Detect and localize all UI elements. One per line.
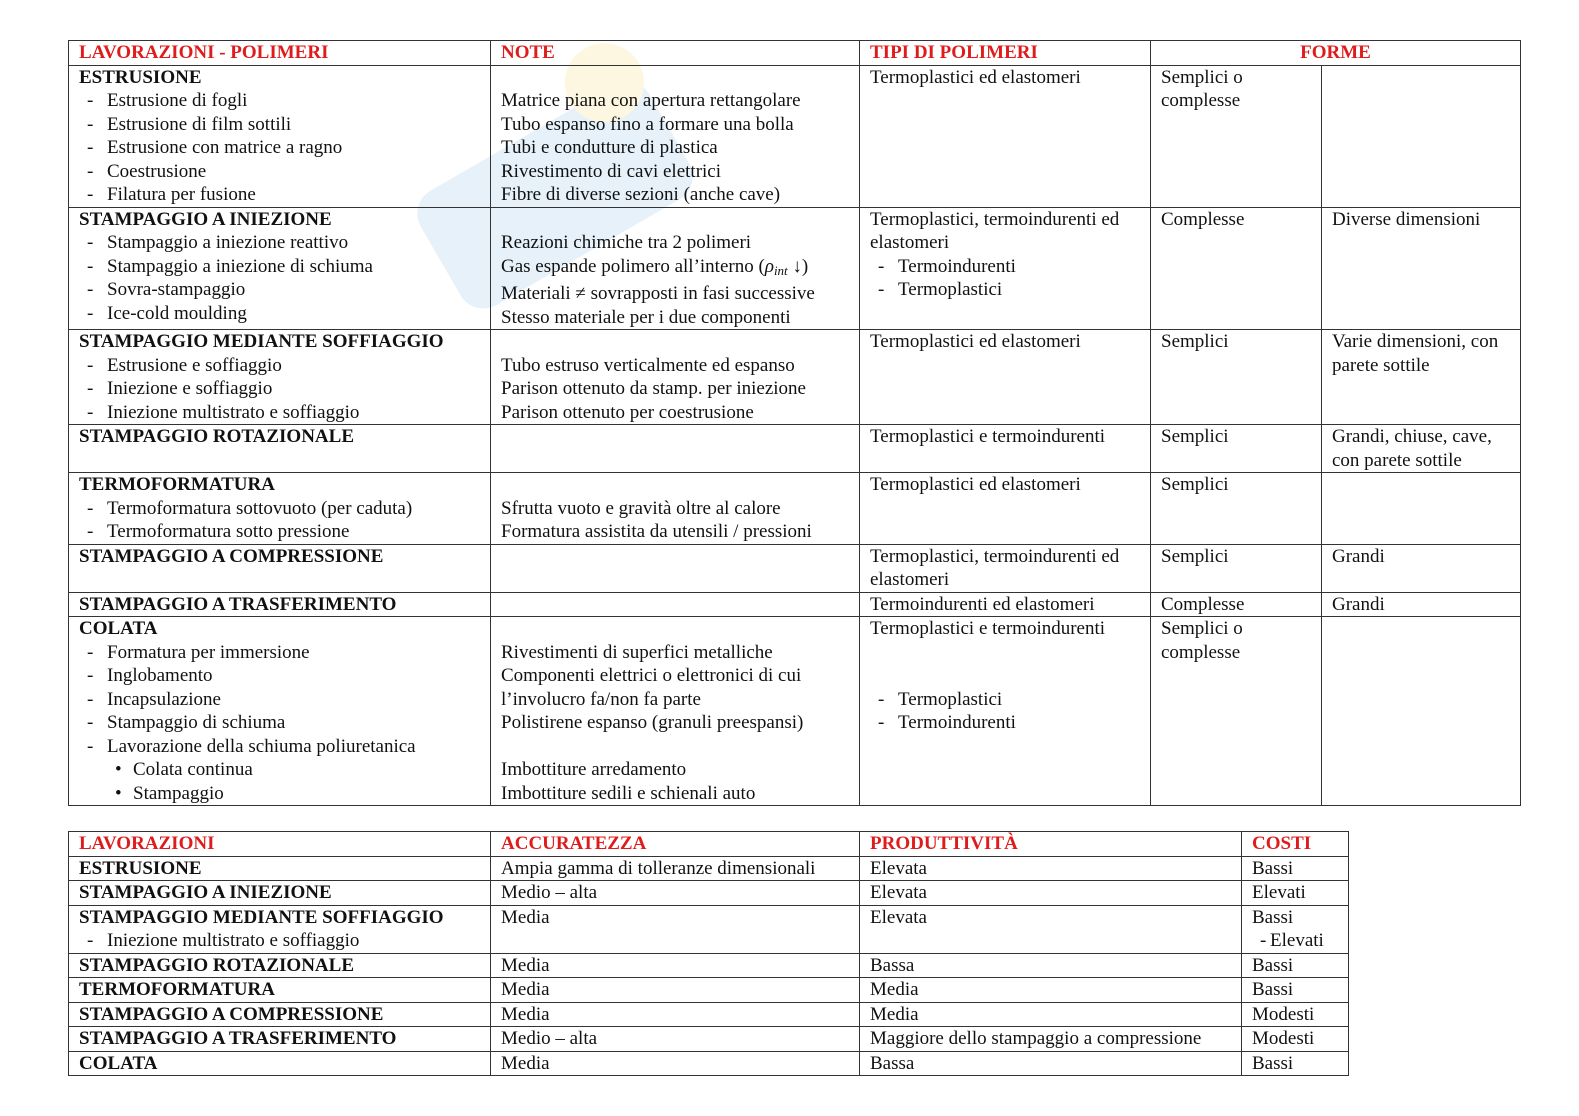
note-line: Stesso materiale per i due componenti [501, 306, 791, 328]
acc-cell: Media [491, 953, 860, 978]
process-title: STAMPAGGIO A TRASFERIMENTO [79, 593, 397, 615]
lav-cell: TERMOFORMATURA [69, 978, 491, 1003]
prod-cell: Elevata [860, 881, 1242, 906]
table-row [69, 856, 1349, 881]
costi-cell: Modesti [1242, 1027, 1349, 1052]
lav-cell: STAMPAGGIO A COMPRESSIONE [69, 1002, 491, 1027]
table-row [69, 978, 1349, 1003]
process-cell [69, 425, 491, 473]
lav-sub: - Iniezione multistrato e soffiaggio [79, 929, 480, 953]
process-sub: - Ice-cold moulding [79, 302, 480, 326]
note-line: Imbottiture sedili e schienali auto [501, 782, 756, 804]
tipi-cell: Termoplastici e termoindurenti [860, 425, 1151, 473]
acc-cell: Medio – alta [491, 881, 860, 906]
tipi-cell: Termoindurenti ed elastomeri [860, 592, 1151, 617]
header-note: NOTE [491, 41, 860, 66]
process-sub: - Termoformatura sottovuoto (per caduta) [79, 497, 480, 521]
header-lavorazioni: LAVORAZIONI [69, 832, 491, 857]
notes-cell [491, 544, 860, 592]
process-sub: - Sovra-stampaggio [79, 278, 480, 302]
table-row [69, 953, 1349, 978]
costi-sub: - Elevati [1252, 929, 1338, 953]
process-title: ESTRUSIONE [79, 66, 202, 88]
dim-cell: Grandi, chiuse, cave, con parete sottile [1322, 425, 1521, 473]
forma-cell: Semplici [1151, 544, 1322, 592]
prod-cell: Bassa [860, 1051, 1242, 1076]
costi-cell: Elevati [1242, 881, 1349, 906]
rho-symbol: ρ [764, 255, 774, 277]
dim-cell: Grandi [1322, 592, 1521, 617]
tipi-text: Termoplastici e termoindurenti [870, 618, 1106, 639]
costi-cell: Bassi [1242, 856, 1349, 881]
table-row [69, 1027, 1349, 1052]
forma-cell: Semplici [1151, 425, 1322, 473]
lav-cell: STAMPAGGIO ROTAZIONALE [69, 953, 491, 978]
notes-cell [491, 617, 860, 806]
notes-cell [491, 592, 860, 617]
notes-cell [491, 65, 860, 207]
process-cell [69, 473, 491, 545]
rho-subscript: int [773, 262, 788, 278]
dim-cell: Varie dimensioni, con parete sottile [1322, 330, 1521, 425]
process-sub: - Estrusione di fogli [79, 89, 480, 113]
process-sub: - Estrusione e soffiaggio [79, 354, 480, 378]
process-sub: - Incapsulazione [79, 688, 480, 712]
prod-cell: Maggiore dello stampaggio a compressione [860, 1027, 1242, 1052]
table-header-row [69, 41, 1521, 66]
process-sub: - Stampaggio di schiuma [79, 711, 480, 735]
header-tipi: TIPI DI POLIMERI [860, 41, 1151, 66]
forma-cell: Semplici o complesse [1151, 617, 1322, 806]
lav-cell: COLATA [69, 1051, 491, 1076]
process-sub: - Iniezione multistrato e soffiaggio [79, 401, 480, 425]
table-row [69, 65, 1521, 207]
process-sub: - Lavorazione della schiuma poliuretanica [79, 735, 480, 759]
tipi-text: Termoplastici, termoindurenti ed elastomeri [870, 208, 1120, 253]
forma-cell: Complesse [1151, 207, 1322, 330]
lav-cell: STAMPAGGIO A INIEZIONE [69, 881, 491, 906]
process-sub: - Formatura per immersione [79, 641, 480, 665]
forma-cell: Semplici o complesse [1151, 65, 1322, 207]
note-line: Parison ottenuto da stamp. per iniezione [501, 378, 806, 399]
header-accuratezza: ACCURATEZZA [491, 832, 860, 857]
process-sub: - Estrusione di film sottili [79, 113, 480, 137]
costi-cell: Bassi [1242, 953, 1349, 978]
table-row [69, 473, 1521, 545]
prod-cell: Media [860, 1002, 1242, 1027]
process-title: STAMPAGGIO A INIEZIONE [79, 208, 332, 230]
note-tail: ↓) [787, 255, 809, 277]
process-sub: - Coestrusione [79, 160, 480, 184]
tipi-cell: Termoplastici, termoindurenti ed elastomeri [860, 544, 1151, 592]
process-sub: - Estrusione con matrice a ragno [79, 136, 480, 160]
table-row [69, 905, 1349, 953]
process-sub: - Stampaggio a iniezione reattivo [79, 231, 480, 255]
header-forme: FORME [1151, 41, 1521, 66]
lav-cell [69, 905, 491, 953]
acc-cell: Media [491, 978, 860, 1003]
forma-cell: Complesse [1151, 592, 1322, 617]
process-cell [69, 65, 491, 207]
process-sub: - Inglobamento [79, 664, 480, 688]
notes-cell [491, 207, 860, 330]
tipi-sub: - Termoindurenti [870, 255, 1140, 279]
costi-cell: Bassi [1242, 978, 1349, 1003]
notes-cell [491, 473, 860, 545]
prod-cell: Elevata [860, 905, 1242, 953]
note-line: Tubo estruso verticalmente ed espanso [501, 354, 795, 376]
process-sub: - Filatura per fusione [79, 183, 480, 207]
process-cell [69, 592, 491, 617]
note-line: Tubi e condutture di plastica [501, 137, 718, 158]
note-line: Fibre di diverse sezioni (anche cave) [501, 184, 781, 205]
tipi-sub: - Termoplastici [870, 688, 1140, 712]
note-line: Reazioni chimiche tra 2 polimeri [501, 232, 752, 253]
note-line: Componenti elettrici o elettronici di cui [501, 665, 802, 686]
dim-cell: Grandi [1322, 544, 1521, 592]
lav-cell: ESTRUSIONE [69, 856, 491, 881]
prod-cell: Bassa [860, 953, 1242, 978]
prod-cell: Elevata [860, 856, 1242, 881]
header-lavorazioni: LAVORAZIONI - POLIMERI [69, 41, 491, 66]
forma-cell: Semplici [1151, 473, 1322, 545]
dim-cell: Diverse dimensioni [1322, 207, 1521, 330]
note-line: Matrice piana con apertura rettangolare [501, 90, 801, 111]
acc-cell: Media [491, 905, 860, 953]
costi-cell [1242, 905, 1349, 953]
acc-cell: Media [491, 1002, 860, 1027]
note-line: l’involucro fa/non fa parte [501, 688, 701, 710]
process-title: STAMPAGGIO MEDIANTE SOFFIAGGIO [79, 331, 444, 352]
note-line: Tubo espanso fino a formare una bolla [501, 113, 794, 135]
tipi-cell: Termoplastici ed elastomeri [860, 65, 1151, 207]
note-line: Rivestimenti di superfici metalliche [501, 641, 773, 663]
costi-cell: Modesti [1242, 1002, 1349, 1027]
dim-cell [1322, 65, 1521, 207]
lav-cell: STAMPAGGIO A TRASFERIMENTO [69, 1027, 491, 1052]
note-line: Materiali ≠ sovrapposti in fasi successive [501, 283, 815, 304]
comparison-table [68, 831, 1349, 1076]
table-row [69, 544, 1521, 592]
tipi-cell: Termoplastici ed elastomeri [860, 330, 1151, 425]
table-row [69, 330, 1521, 425]
process-cell [69, 617, 491, 806]
forma-cell: Semplici [1151, 330, 1322, 425]
process-sub: - Stampaggio a iniezione di schiuma [79, 255, 480, 279]
table-header-row [69, 832, 1349, 857]
dim-cell [1322, 617, 1521, 806]
note-line [501, 255, 849, 283]
process-subsub: • Colata continua [79, 758, 480, 782]
note-line: Formatura assistita da utensili / pressioni [501, 521, 812, 542]
process-sub: - Termoformatura sotto pressione [79, 520, 480, 544]
process-cell [69, 330, 491, 425]
table-row [69, 1051, 1349, 1076]
table-row [69, 207, 1521, 330]
note-line: Rivestimento di cavi elettrici [501, 160, 722, 182]
notes-cell [491, 425, 860, 473]
process-title: STAMPAGGIO ROTAZIONALE [79, 426, 354, 447]
table-row [69, 592, 1521, 617]
costi-text: Bassi [1252, 906, 1294, 928]
table-row [69, 1002, 1349, 1027]
note-line: Imbottiture arredamento [501, 759, 687, 780]
polymer-processes-table [68, 40, 1521, 806]
process-subsub: • Stampaggio [79, 782, 480, 806]
table-row [69, 881, 1349, 906]
tipi-cell [860, 617, 1151, 806]
tipi-sub: - Termoplastici [870, 278, 1140, 302]
tipi-cell [860, 207, 1151, 330]
prod-cell: Media [860, 978, 1242, 1003]
note-line: Sfrutta vuoto e gravità oltre al calore [501, 497, 781, 519]
process-sub: - Iniezione e soffiaggio [79, 377, 480, 401]
process-title: TERMOFORMATURA [79, 474, 275, 495]
tipi-cell: Termoplastici ed elastomeri [860, 473, 1151, 545]
header-produttivita: PRODUTTIVITÀ [860, 832, 1242, 857]
header-costi: COSTI [1242, 832, 1349, 857]
acc-cell: Media [491, 1051, 860, 1076]
process-cell [69, 544, 491, 592]
note-line: Polistirene espanso (granuli preespansi) [501, 712, 804, 733]
dim-cell [1322, 473, 1521, 545]
acc-cell: Ampia gamma di tolleranze dimensionali [491, 856, 860, 881]
table-row [69, 617, 1521, 806]
costi-cell: Bassi [1242, 1051, 1349, 1076]
note-line: Parison ottenuto per coestrusione [501, 401, 754, 423]
note-text: Gas espande polimero all’interno ( [501, 255, 765, 277]
notes-cell [491, 330, 860, 425]
table-row [69, 425, 1521, 473]
tipi-sub: - Termoindurenti [870, 711, 1140, 735]
process-title: COLATA [79, 618, 158, 639]
lav-title: STAMPAGGIO MEDIANTE SOFFIAGGIO [79, 906, 444, 928]
acc-cell: Medio – alta [491, 1027, 860, 1052]
process-title: STAMPAGGIO A COMPRESSIONE [79, 545, 384, 567]
process-cell [69, 207, 491, 330]
